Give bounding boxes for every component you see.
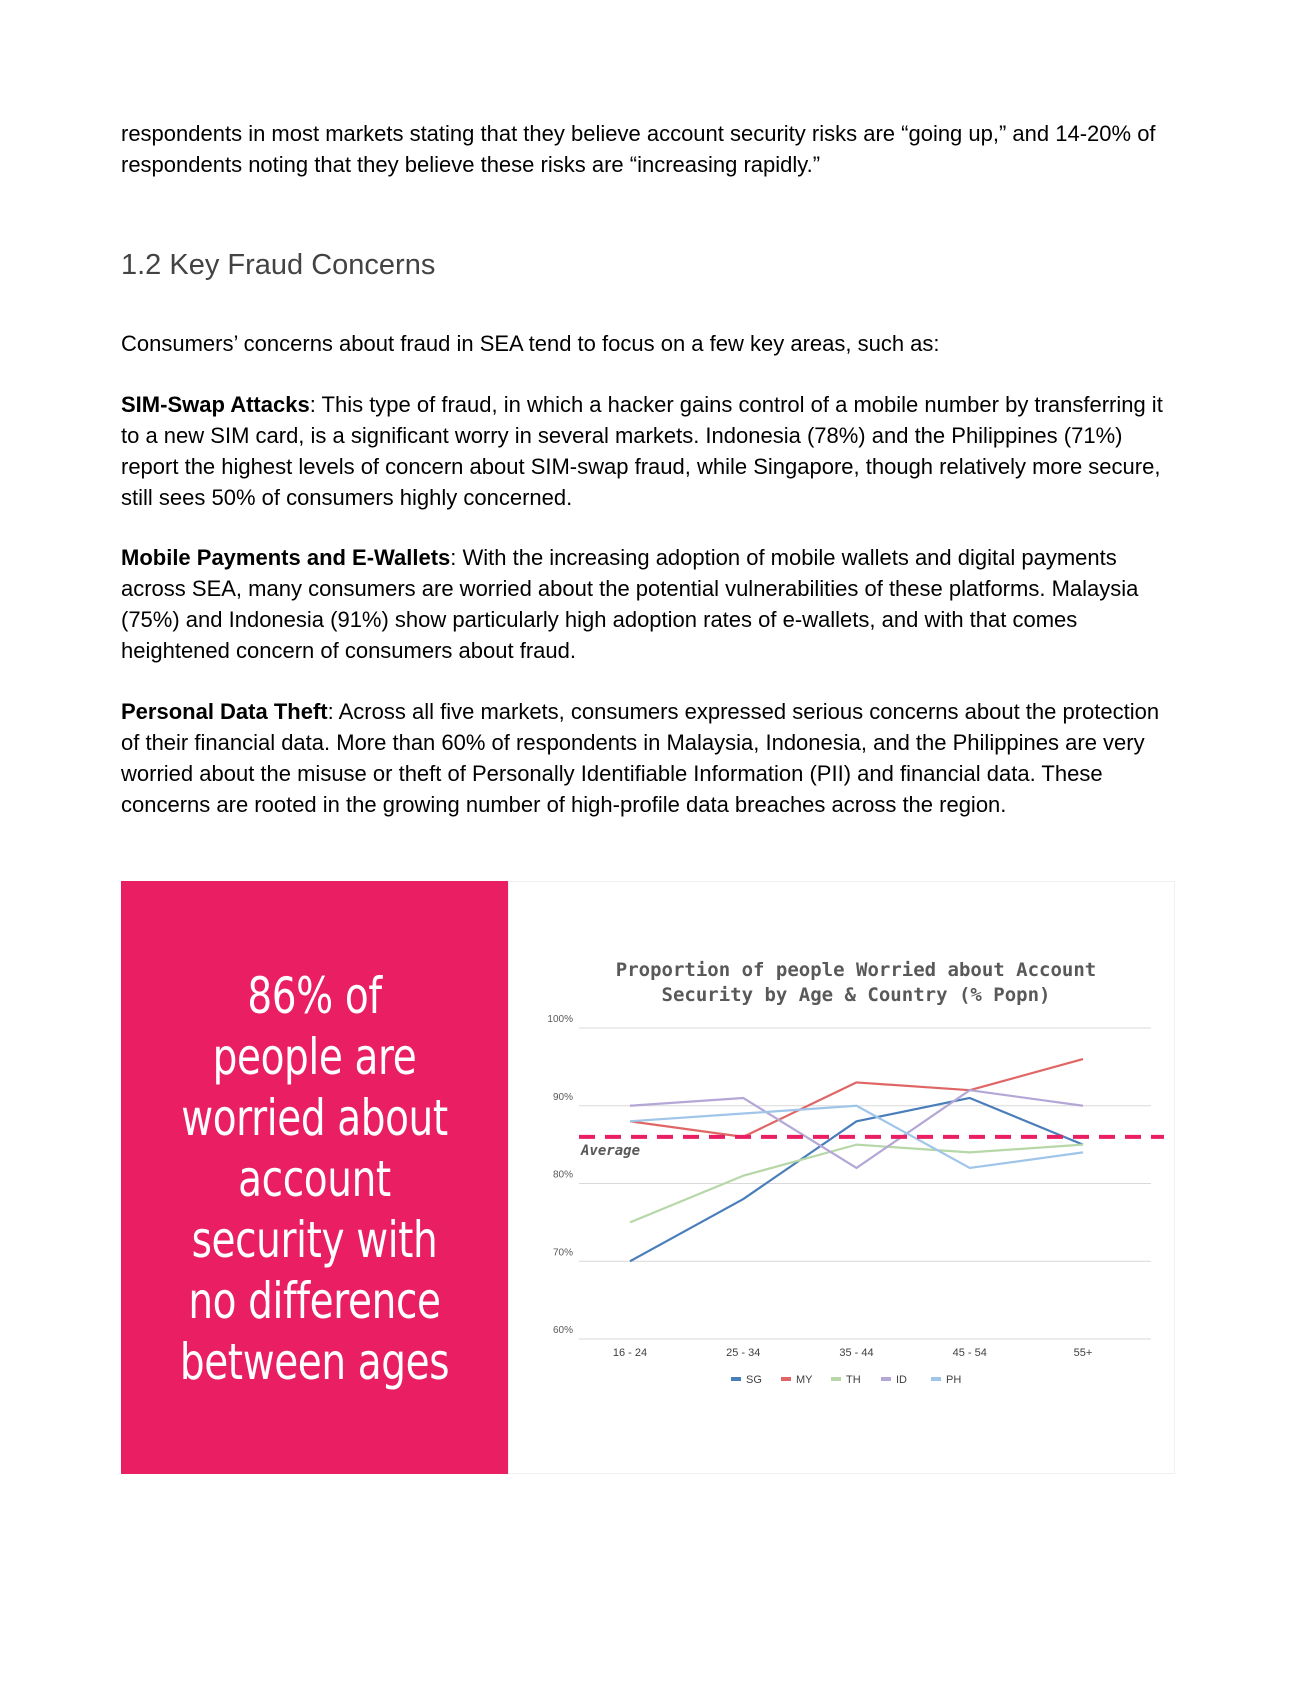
legend-label-sg: SG	[746, 1374, 762, 1386]
legend-label-id: ID	[896, 1374, 907, 1386]
x-tick-label: 35 - 44	[839, 1347, 874, 1359]
legend-label-th: TH	[846, 1374, 861, 1386]
paragraph-personal-data-theft	[121, 696, 1179, 820]
x-tick-label: 55+	[1073, 1347, 1093, 1359]
callout-panel	[121, 881, 508, 1474]
chart-title: Security by Age & Country (% Popn)	[661, 984, 1051, 1006]
legend-label-my: MY	[796, 1374, 813, 1386]
x-tick-label: 45 - 54	[952, 1347, 987, 1359]
chart-title: Proportion of people Worried about Account	[615, 959, 1097, 981]
y-tick-label: 90%	[552, 1091, 573, 1103]
average-label: Average	[581, 1142, 641, 1159]
y-tick-label: 100%	[547, 1014, 573, 1025]
callout-line: worried about	[181, 1089, 448, 1147]
paragraph-text: : With the increasing adoption of mobile wallets and digital payments across SEA, many consumers are worried about the potential vulnerabilities of these platforms. Malaysia (75%) and Indonesia (91%) show particularly high adoption rates of e-wallets, and with that comes heightened concern of consumers about fraud.	[121, 545, 1139, 663]
y-tick-label: 80%	[552, 1169, 573, 1181]
y-tick-label: 60%	[552, 1325, 573, 1336]
y-tick-label: 70%	[552, 1247, 573, 1259]
section-title: 1.2 Key Fraud Concerns	[121, 249, 436, 281]
chart-panel	[508, 881, 1175, 1474]
line-chart	[509, 882, 1176, 1475]
legend-label-ph: PH	[946, 1374, 962, 1386]
paragraph-text: : This type of fraud, in which a hacker gains control of a mobile number by transferring it to a new SIM card, is a significant worry in several markets. Indonesia (78%) and the Philippines (71%) report the highest levels of concern about SIM-swap fraud, while Singapore, though relatively more secure, still sees 50% of consumers highly concerned.	[121, 392, 1163, 510]
series-line-my	[630, 1059, 1083, 1137]
callout-line: people are	[212, 1028, 417, 1086]
series-line-sg	[630, 1098, 1083, 1261]
callout-text	[164, 966, 466, 1393]
infographic-figure	[121, 881, 1175, 1474]
paragraph-mobile-payments	[121, 542, 1179, 666]
lead-paragraph: Consumers’ concerns about fraud in SEA tend to focus on a few key areas, such as:	[121, 331, 940, 356]
series-line-id	[630, 1090, 1083, 1168]
paragraph-heading: SIM-Swap Attacks	[121, 392, 310, 417]
callout-line: security with	[191, 1211, 438, 1269]
paragraph-sim-swap	[121, 389, 1179, 513]
callout-line: 86% of	[247, 967, 382, 1025]
intro-paragraph: respondents in most markets stating that they believe account security risks are “going up,” and 14-20% of respondents noting that they believe these risks are “increasing rapidly.”	[121, 121, 1156, 177]
callout-line: no difference	[188, 1272, 441, 1330]
callout-line: between ages	[179, 1333, 450, 1391]
paragraph-heading: Mobile Payments and E-Wallets	[121, 545, 451, 570]
x-tick-label: 16 - 24	[612, 1347, 648, 1359]
paragraph-heading: Personal Data Theft	[121, 699, 328, 724]
callout-line: account	[238, 1150, 391, 1208]
x-tick-label: 25 - 34	[726, 1347, 761, 1359]
paragraph-text: : Across all five markets, consumers expressed serious concerns about the protection of their financial data. More than 60% of respondents in Malaysia, Indonesia, and the Philippines are very worried about the misuse or theft of Personally Identifiable Information (PII) and financial data. These concerns are rooted in the growing number of high-profile data breaches across the region.	[121, 699, 1160, 817]
